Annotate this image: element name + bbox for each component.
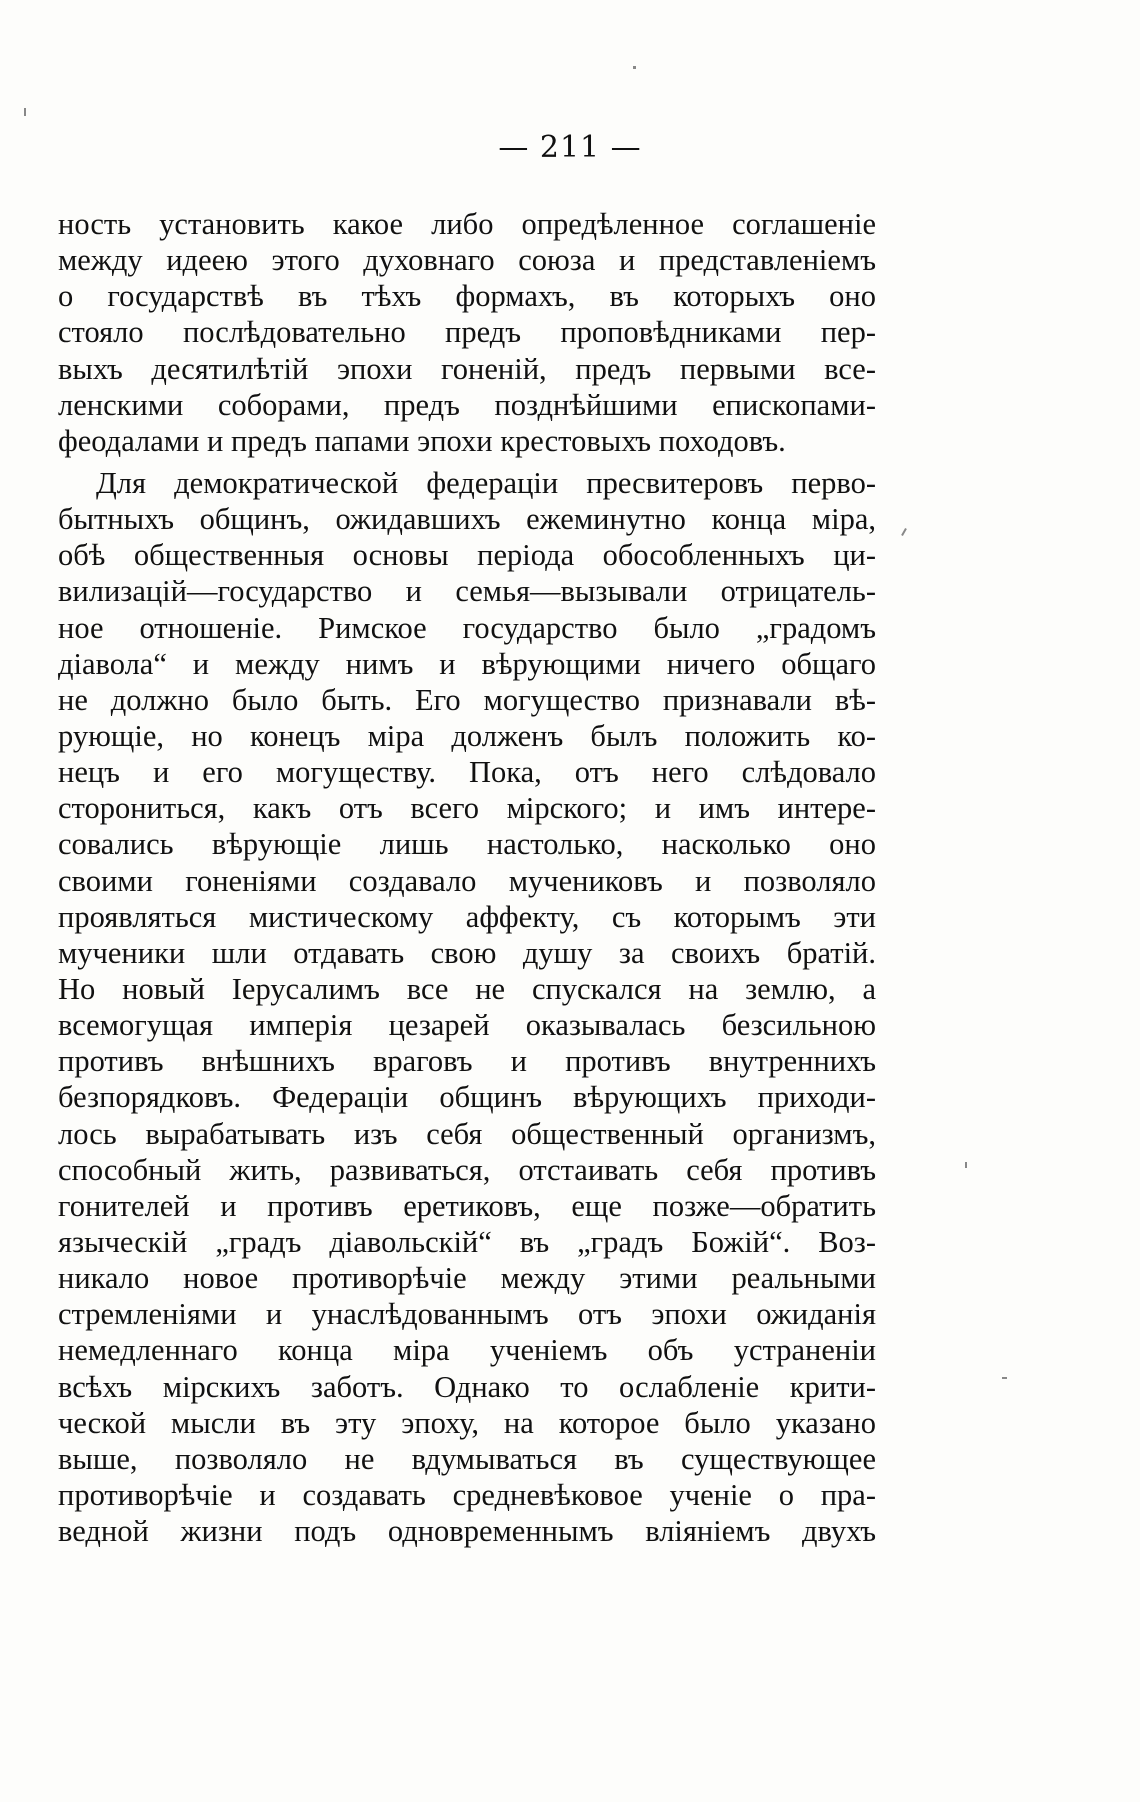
text-line: ведной жизни подъ одновременнымъ вліяніемъ двухъ [58,1514,876,1549]
text-line: мученики шли отдавать свою душу за своихъ братій. [58,935,876,970]
page-number: — 211 — [498,130,642,165]
body-text [58,206,876,1549]
text-line: своими гоненіями создавало мучениковъ и позволяло [58,863,876,898]
text-line: вилизацій—государство и семья—вызывали отрицатель- [58,574,876,609]
print-speck [633,66,636,69]
text-line: противъ внѣшнихъ враговъ и противъ внутреннихъ [58,1044,876,1079]
text-line: выше, позволяло не вдумываться въ существующее [58,1441,876,1476]
text-line: противорѣчіе и создавать средневѣковое ученіе о пра- [58,1477,876,1512]
text-line: рующіе, но конецъ міра долженъ былъ положить ко- [58,718,876,753]
text-line: сторониться, какъ отъ всего мірского; и имъ интере- [58,791,876,826]
text-line: языческій „градъ діавольскій“ въ „градъ Божій“. Воз- [58,1224,876,1259]
paragraph-1 [58,206,876,459]
print-speck [965,1162,967,1168]
text-line: немедленнаго конца міра ученіемъ объ устраненіи [58,1333,876,1368]
text-line: стремленіями и унаслѣдованнымъ отъ эпохи ожиданія [58,1297,876,1332]
text-line: между идеею этого духовнаго союза и представленіемъ [58,243,876,278]
text-line: всемогущая имперія цезарей оказывалась безсильною [58,1008,876,1043]
text-line: ное отношеніе. Римское государство было „градомъ [58,610,876,645]
text-line: никало новое противорѣчіе между этими реальными [58,1261,876,1296]
text-line: бытныхъ общинъ, ожидавшихъ ежеминутно конца міра, [58,502,876,537]
print-speck [24,108,26,116]
text-line: выхъ десятилѣтій эпохи гоненій, предъ первыми все- [58,351,876,386]
text-line: не должно было быть. Его могущество признавали вѣ- [58,682,876,717]
text-line: о государствѣ въ тѣхъ формахъ, въ которыхъ оно [58,279,876,314]
text-line: ческой мысли въ эту эпоху, на которое было указано [58,1405,876,1440]
text-line: нецъ и его могуществу. Пока, отъ него слѣдовало [58,755,876,790]
text-line: ность установить какое либо опредѣленное соглашеніе [58,207,876,241]
text-line: проявляться мистическому аффекту, съ которымъ эти [58,899,876,934]
text-line: стояло послѣдовательно предъ проповѣдниками пер- [58,315,876,350]
paragraph-2 [58,465,876,1549]
text-line: лось вырабатывать изъ себя общественный организмъ, [58,1116,876,1151]
text-line: гонителей и противъ еретиковъ, еще позже—обратить [58,1188,876,1223]
text-line: способный жить, развиваться, отстаивать себя противъ [58,1152,876,1187]
text-line: совались вѣрующіе лишь настолько, насколько оно [58,827,876,862]
text-line: обѣ общественныя основы періода обособленныхъ ци- [58,538,876,573]
text-line: діавола“ и между нимъ и вѣрующими ничего общаго [58,646,876,681]
text-line: ленскими соборами, предъ позднѣйшими епископами- [58,387,876,422]
print-speck [901,528,907,536]
text-line: Для демократической федераціи пресвитеровъ перво- [96,465,876,500]
text-line: Но новый Іерусалимъ все не спускался на землю, а [58,971,876,1006]
text-line: феодалами и предъ папами эпохи крестовыхъ походовъ. [58,423,786,458]
print-speck [1002,1377,1007,1379]
text-line: безпорядковъ. Федераціи общинъ вѣрующихъ приходи- [58,1080,876,1115]
text-line: всѣхъ мірскихъ заботъ. Однако то ослабленіе крити- [58,1369,876,1404]
